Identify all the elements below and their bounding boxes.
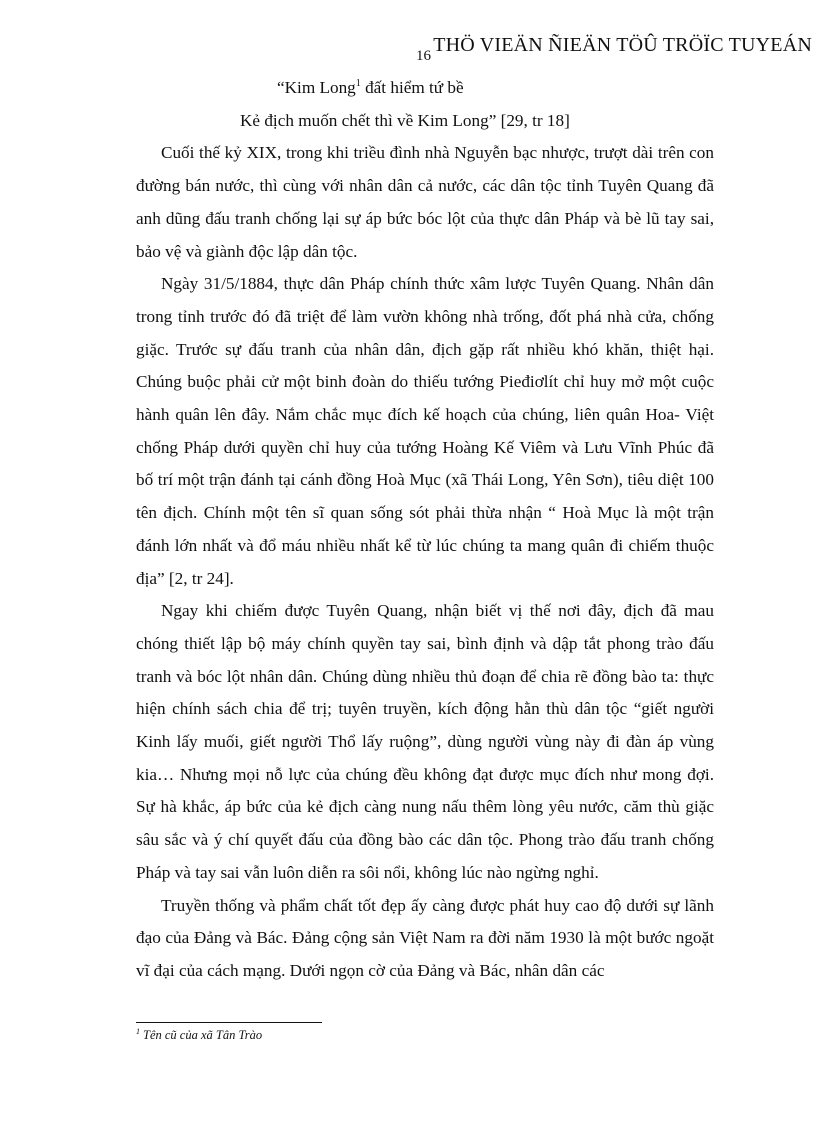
footnote-marker: 1 [136,1027,140,1036]
footnote-text: Tên cũ của xã Tân Trào [143,1028,263,1042]
poem-line-1-end: đất hiểm tứ bề [360,78,464,97]
poem-line-1-start: “Kim Long [277,78,356,97]
footnote [136,1028,262,1043]
footnote-divider [136,1022,322,1023]
footnote-reference: 1 [355,78,361,89]
poem-line-2: Kẻ địch muốn chết thì về Kim Long” [29, tr 18] [240,110,570,130]
paragraph: Cuối thế kỷ XIX, trong khi triều đình nhà Nguyễn bạc nhược, trượt dài trên con đường bán nước, thì cùng với nhân dân cả nước, các dân tộc tỉnh Tuyên Quang đã anh dũng đấu tranh chống lại sự áp bức bóc lột của thực dân Pháp và bè lũ tay sai, bảo vệ và giành độc lập dân tộc. [136,143,714,261]
document-body [136,72,714,988]
poem-quote [136,72,714,137]
header-brand: THÖ VIEÄN ÑIEÄN TÖÛ TRÖÏC TUYEÁN [433,34,812,56]
paragraph: Truyền thống và phẩm chất tốt đẹp ấy càng được phát huy cao độ dưới sự lãnh đạo của Đảng và Bác. Đảng cộng sản Việt Nam ra đời năm 1930 là một bước ngoặt vĩ đại của cách mạng. Dưới ngọn cờ của Đảng và Bác, nhân dân các [136,895,714,980]
paragraph: Ngày 31/5/1884, thực dân Pháp chính thức xâm lược Tuyên Quang. Nhân dân trong tỉnh trước đó đã triệt để làm vườn không nhà trống, đốt phá nhà cửa, chống giặc. Trước sự đấu tranh của nhân dân, địch gặp rất nhiều khó khăn, thiệt hại. Chúng buộc phải cử một binh đoàn do thiếu tướng Pieđiơlít chỉ huy mở một cuộc hành quân lên đây. Nắm chắc mục đích kế hoạch của chúng, liên quân Hoa- Việt chống Pháp dưới quyền chỉ huy của tướng Hoàng Kế Viêm và Lưu Vĩnh Phúc đã bố trí một trận đánh tại cánh đồng Hoà Mục (xã Thái Long, Yên Sơn), tiêu diệt 100 tên địch. Chính một tên sĩ quan sống sót phải thừa nhận “ Hoà Mục là một trận đánh lớn nhất và đổ máu nhiều nhất kể từ lúc chúng ta mang quân đi chiếm thuộc địa” [2, tr 24]. [136,274,714,588]
poem-line-1 [136,72,714,105]
page-number: 16 [416,48,431,64]
paragraph: Ngay khi chiếm được Tuyên Quang, nhận biết vị thế nơi đây, địch đã mau chóng thiết lập bộ máy chính quyền tay sai, bình định và dập tắt phong trào đấu tranh và bóc lột nhân dân. Chúng dùng nhiều thủ đoạn để chia rẽ đồng bào ta: thực hiện chính sách chia để trị; tuyên truyền, kích động hằn thù dân tộc “giết người Kinh lấy muối, giết người Thổ lấy ruộng”, dùng người vùng này đi đàn áp vùng kia… Nhưng mọi nỗ lực của chúng đều không đạt được mục đích như mong đợi. Sự hà khắc, áp bức của kẻ địch càng nung nấu thêm lòng yêu nước, căm thù giặc sâu sắc và ý chí quyết đấu của đồng bào các dân tộc. Phong trào đấu tranh chống Pháp và tay sai vẫn luôn diễn ra sôi nổi, không lúc nào ngừng nghỉ. [136,601,714,882]
